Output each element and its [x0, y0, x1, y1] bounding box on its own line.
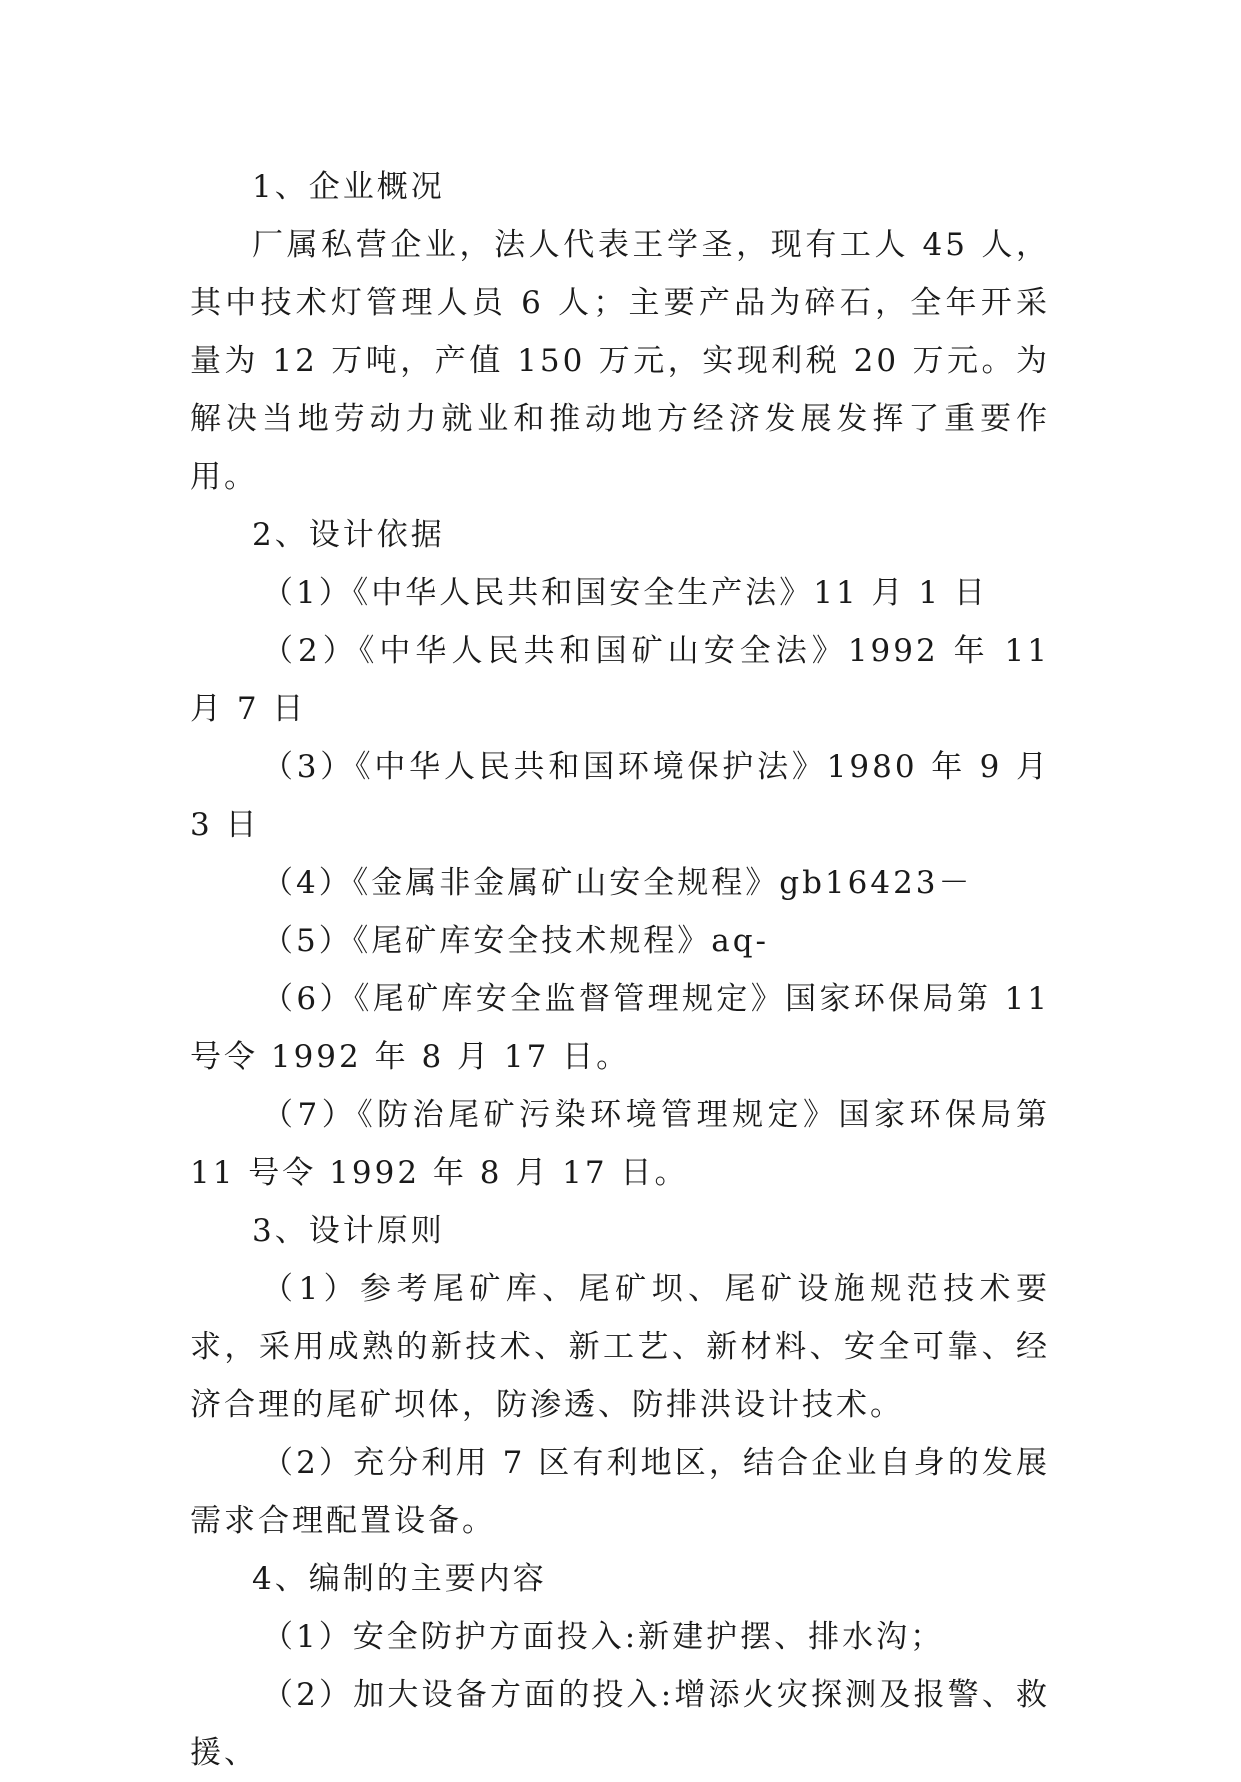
section-heading: 3、设计原则 [252, 1213, 445, 1249]
list-item: （5）《尾矿库安全技术规程》aq- [262, 923, 770, 959]
list-item: （2）充分利用 7 区有利地区，结合企业自身的发展需求合理配置设备。 [190, 1445, 1050, 1539]
body-paragraph: 厂属私营企业，法人代表王学圣，现有工人 45 人，其中技术灯管理人员 6 人；主要产品为碎石，全年开采量为 12 万吨，产值 150 万元，实现利税 20 万元。为解决当地劳动力就业和推动地方经济发展发挥了重要作用。 [190, 227, 1050, 495]
section-heading: 1、企业概况 [252, 169, 445, 205]
list-item: （2）《中华人民共和国矿山安全法》1992 年 11 月 7 日 [190, 633, 1050, 727]
list-item: （3）《中华人民共和国环境保护法》1980 年 9 月 3 日 [190, 749, 1050, 843]
list-item: （1）安全防护方面投入:新建护摆、排水沟； [262, 1619, 945, 1655]
section-heading: 2、设计依据 [252, 517, 445, 553]
list-item: （7）《防治尾矿污染环境管理规定》国家环保局第 11 号令 1992 年 8 月 17 日。 [190, 1097, 1050, 1191]
list-item: （1）参考尾矿库、尾矿坝、尾矿设施规范技术要求，采用成熟的新技术、新工艺、新材料、安全可靠、经济合理的尾矿坝体，防渗透、防排洪设计技术。 [190, 1271, 1050, 1423]
document-body [190, 158, 1050, 1782]
list-item: （6）《尾矿库安全监督管理规定》国家环保局第 11 号令 1992 年 8 月 17 日。 [190, 981, 1050, 1075]
list-item: （2）加大设备方面的投入:增添火灾探测及报警、救援、 [190, 1677, 1050, 1771]
list-item: （1）《中华人民共和国安全生产法》11 月 1 日 [262, 575, 988, 611]
list-item: （4）《金属非金属矿山安全规程》gb16423－ [262, 865, 973, 901]
section-heading: 4、编制的主要内容 [252, 1561, 547, 1597]
